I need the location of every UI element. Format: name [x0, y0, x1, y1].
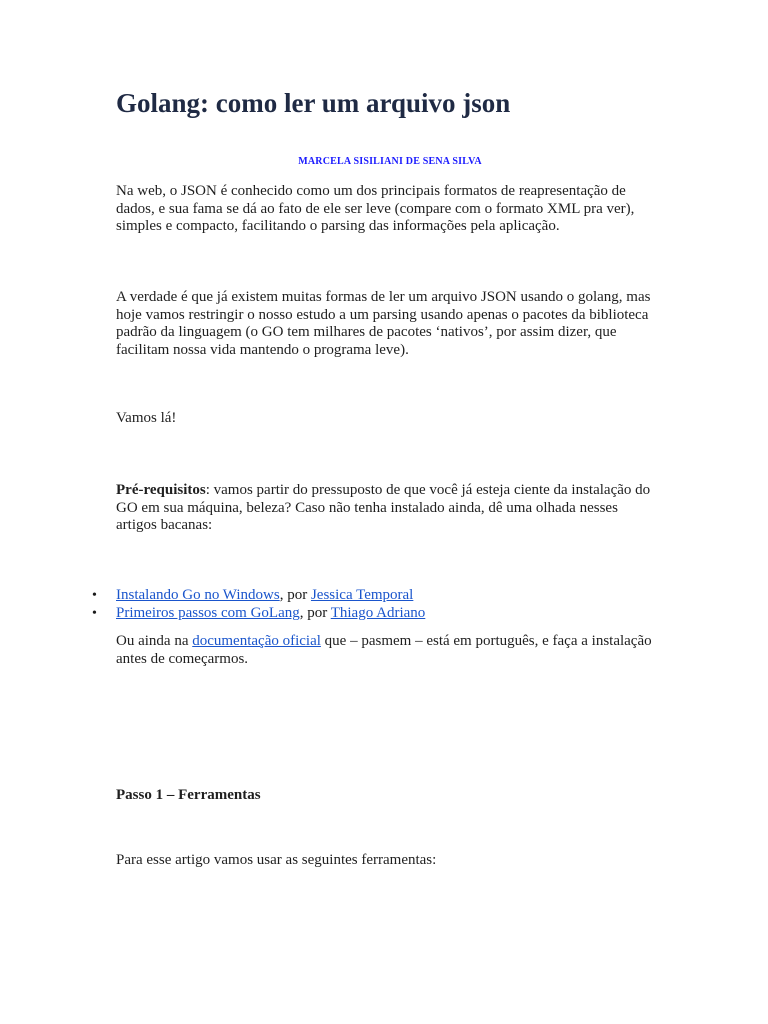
docs-after-text: que – pasmem – está em português, e faça a instalação antes de começarmos.	[116, 633, 652, 667]
prereq-text: : vamos partir do pressuposto de que você já esteja ciente da instalação do GO em sua máquina, beleza? Caso não tenha instalado ainda, dê uma olhada nesses artigos bacanas:	[116, 482, 651, 533]
paragraph-prerequisites	[116, 482, 661, 535]
paragraph-tools: Para esse artigo vamos usar as seguintes ferramentas:	[116, 852, 437, 868]
paragraph-lets-go: Vamos lá!	[116, 410, 177, 426]
prereq-label: Pré-requisitos	[116, 482, 206, 498]
list-item	[92, 587, 425, 605]
link-first-steps-golang[interactable]: Primeiros passos com GoLang	[116, 604, 300, 621]
bullet-icon: •	[92, 605, 97, 621]
list-item	[92, 604, 426, 623]
bullet-icon: •	[92, 588, 97, 603]
links-list	[92, 587, 426, 622]
docs-before-text: Ou ainda na	[116, 633, 193, 649]
step1-heading: Passo 1 – Ferramentas	[116, 787, 261, 803]
link-by-text: , por	[299, 604, 331, 621]
paragraph-intro: Na web, o JSON é conhecido como um dos principais formatos de reapresentação de dados, e sua fama se dá ao fato de ele ser leve (compare com o formato XML pra ver), simples e compacto, facilitando o parsing das informações pela aplicação.	[116, 183, 635, 234]
paragraph-approach: A verdade é que já existem muitas formas de ler um arquivo JSON usando o golang, mas hoje vamos restringir o nosso estudo a um parsing usando apenas o pacotes da biblioteca padrão da linguagem (o GO tem milhares de pacotes ‘nativos’, por assim dizer, que facilitam nossa vida mantendo o programa leve).	[116, 289, 651, 358]
link-author-jessica[interactable]: Jessica Temporal	[310, 587, 414, 603]
link-by-text: , por	[279, 587, 311, 603]
link-author-thiago[interactable]: Thiago Adriano	[330, 604, 426, 621]
article-title: Golang: como ler um arquivo json	[116, 88, 511, 118]
paragraph-docs	[116, 633, 661, 668]
link-official-docs[interactable]: documentação oficial	[192, 633, 321, 649]
article-author: MARCELA SISILIANI DE SENA SILVA	[298, 156, 482, 167]
link-installing-go-windows[interactable]: Instalando Go no Windows	[116, 587, 280, 603]
